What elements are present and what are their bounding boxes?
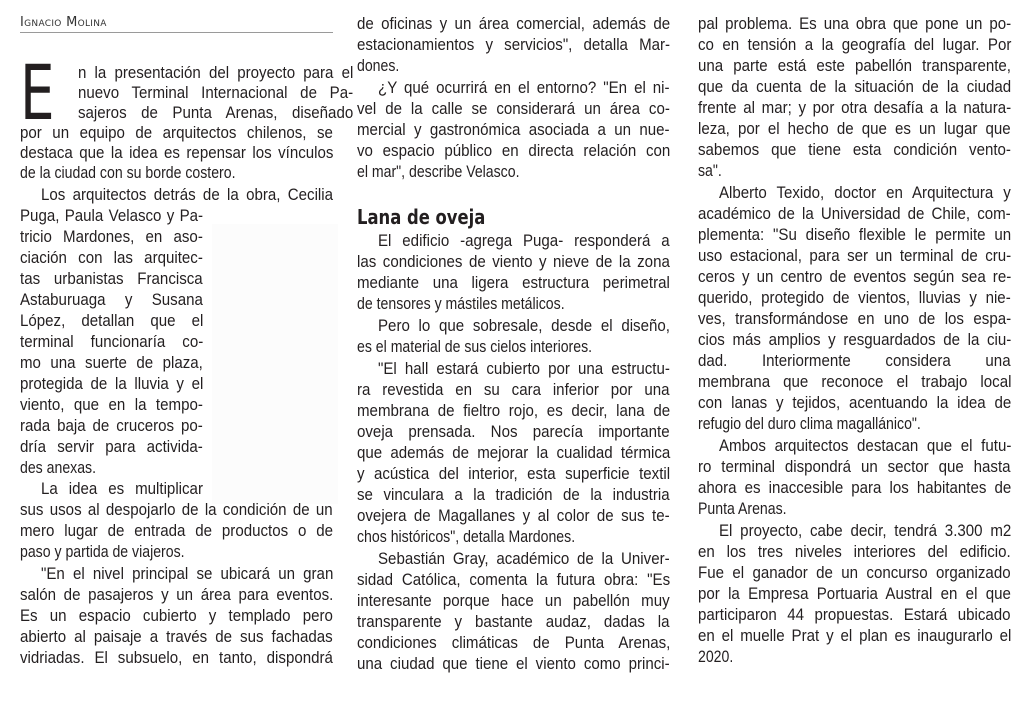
text-line: dones. (357, 57, 400, 75)
text-line: El edificio -agrega Puga- responderá a (378, 232, 670, 250)
text-line: Puga, Paula Velasco y Pa- (20, 207, 204, 225)
text-line: transparente y bastante audaz, dadas la (357, 613, 670, 631)
text-line: ahora es inaccesible para los habitantes de (698, 479, 1012, 497)
text-line: vo espacio público en directa relación con (357, 142, 671, 160)
text-line: ciación con las arquitec- (20, 249, 203, 267)
text-line: n la presentación del proyecto para el (78, 64, 354, 82)
text-line: dría servir para activida- (20, 438, 203, 456)
text-line: querido, protegido de vientos, lluvias y nie- (698, 289, 1011, 307)
text-line: rada baja de cruceros po- (20, 417, 203, 435)
text-line: Astaburuaga y Susana (20, 291, 203, 309)
text-line: Ambos arquitectos destacan que el futu- (719, 437, 1012, 455)
text-line: tas urbanistas Francisca (20, 270, 203, 288)
text-line: Es un espacio cubierto y templado pero (20, 607, 333, 625)
text-line: co en tensión a la geografía del lugar. Por (698, 36, 1012, 54)
text-line: uso estacional, para ser un terminal de cru- (698, 247, 1012, 265)
text-line: mediante una ligera estructura perimetral (357, 274, 670, 292)
text-line: sus usos al despojarlo de la condición de un (20, 501, 333, 519)
text-line: ves, transformándose en uno de los espa- (698, 310, 1012, 328)
text-line: Los arquitectos detrás de la obra, Cecilia (41, 186, 334, 204)
text-line: en el muelle Prat y el plan es inaugurarlo el (698, 627, 1012, 645)
text-line: plementa: "Su diseño flexible le permite un (698, 226, 1012, 244)
text-line: y acústica del interior, esta superficie textil (357, 465, 671, 483)
text-line: cios más amplios y resguardados de la ciu- (698, 331, 1012, 349)
text-line: oveja prensada. Nos parecía importante (357, 423, 670, 441)
text-line: de tensores y mástiles metálicos. (357, 295, 565, 313)
text-line: académico de la Universidad de Chile, com- (698, 205, 1011, 223)
text-line: "En el nivel principal se ubicará un gran (41, 565, 334, 583)
text-line: Fue el ganador de un concurso organizado (698, 564, 1011, 582)
text-line: estacionamientos y servicios", detalla Mar- (357, 36, 671, 54)
text-line: salón de pasajeros y un área para eventos. (20, 586, 334, 604)
text-line: nuevo Terminal Internacional de Pa- (78, 84, 354, 102)
text-line: Sebastián Gray, académico de la Univer- (378, 550, 670, 568)
text-line: sa". (698, 162, 722, 180)
text-line: participaron 44 propuestas. Estará ubicado (698, 606, 1011, 624)
text-line: por la Empresa Portuaria Austral en el que (698, 585, 1011, 603)
text-line: se vinculara a la tradición de la industria (357, 486, 670, 504)
text-line: El proyecto, cabe decir, tendrá 3.300 m2 (719, 522, 1012, 540)
text-line: ro terminal dispondrá un sector que hasta (698, 458, 1011, 476)
text-line: por un equipo de arquitectos chilenos, se (20, 124, 333, 142)
text-line: de oficinas y un área comercial, además de (357, 15, 671, 33)
text-line: dad. Interiormente considera una (698, 352, 1011, 370)
text-line: con lanas y tejidos, acentuando la idea de (698, 394, 1012, 412)
text-line: López, detallan que el (20, 312, 204, 330)
text-line: ceros y un centro de eventos según sea re- (698, 268, 1012, 286)
text-line: vel de la calle se considerará un área co- (357, 100, 670, 118)
text-line: mercial y gastronómica asociada a un nue- (357, 121, 670, 139)
text-line: sajeros de Punta Arenas, diseñado (78, 104, 354, 122)
text-line: La idea es multiplicar (41, 480, 203, 498)
text-line: mo una suerte de plaza, (20, 354, 203, 372)
text-line: "El hall estará cubierto por una estructu- (378, 360, 670, 378)
text-line: es el material de sus cielos interiores. (357, 338, 593, 356)
text-line: frente al mar; y por otra desafía a la natura- (698, 99, 1012, 117)
text-line: mero lugar de entrada de productos o de (20, 522, 334, 540)
text-line: Alberto Texido, doctor en Arquitectura y (719, 184, 1011, 202)
section-subheading: Lana de oveja (357, 205, 486, 229)
text-line: ra revestida en su cara inferior por una (357, 381, 670, 399)
text-line: condiciones climáticas de Punta Arenas, (357, 634, 671, 652)
text-line: sidad Católica, comenta la futura obra: "Es (357, 571, 671, 589)
text-line: que además de mejorar la cualidad térmica (357, 444, 671, 462)
text-line: tricio Mardones, en aso- (20, 228, 203, 246)
text-line: refugio del duro clima magallánico". (698, 415, 921, 433)
text-line: una parte está este pabellón transparente, (698, 57, 1012, 75)
text-line: de la ciudad con su borde costero. (20, 164, 236, 182)
text-line: 2020. (698, 648, 734, 666)
text-line: terminal funcionaría co- (20, 333, 204, 351)
text-line: vidriadas. El subsuelo, en tanto, dispondrá (20, 649, 333, 667)
drop-cap: E (20, 48, 55, 137)
text-line: interesante porque hace un pabellón muy (357, 592, 670, 610)
text-line: una ciudad que tiene el viento como princi- (357, 655, 670, 673)
text-line: Punta Arenas. (698, 500, 787, 518)
text-line: ovejera de Magallanes y al color de sus te- (357, 507, 670, 525)
text-line: ¿Y qué ocurrirá en el entorno? "En el ni- (378, 79, 670, 97)
text-line: membrana que reconoce el trabajo local (698, 373, 1012, 391)
text-line: el mar", describe Velasco. (357, 163, 520, 181)
text-line: destaca que la idea es repensar los vínculos (20, 144, 334, 162)
text-line: las condiciones de viento y nieve de la zona (357, 253, 670, 271)
text-line: paso y partida de viajeros. (20, 543, 185, 561)
image-cutout-area (212, 224, 338, 504)
text-line: membrana de fieltro rojo, es decir, lana de (357, 402, 671, 420)
text-line: viento, que en la tempo- (20, 396, 203, 414)
text-line: chos históricos", detalla Mardones. (357, 528, 576, 546)
text-line: Pero lo que sobresale, desde el diseño, (378, 317, 670, 335)
text-line: leza, por el hecho de que es un lugar que (698, 120, 1011, 138)
text-line: abierto al paisaje a través de sus fachadas (20, 628, 333, 646)
text-line: que da cuenta de la situación de la ciudad (698, 78, 1012, 96)
text-line: sabemos que tiene esta condición vento- (698, 141, 1011, 159)
text-line: protegida de la lluvia y el (20, 375, 204, 393)
text-line: en los tres niveles interiores del edificio. (698, 543, 1011, 561)
text-line: pal problema. Es una obra que pone un po- (698, 15, 1012, 33)
byline: Ignacio Molina (20, 15, 333, 33)
text-line: des anexas. (20, 459, 97, 477)
